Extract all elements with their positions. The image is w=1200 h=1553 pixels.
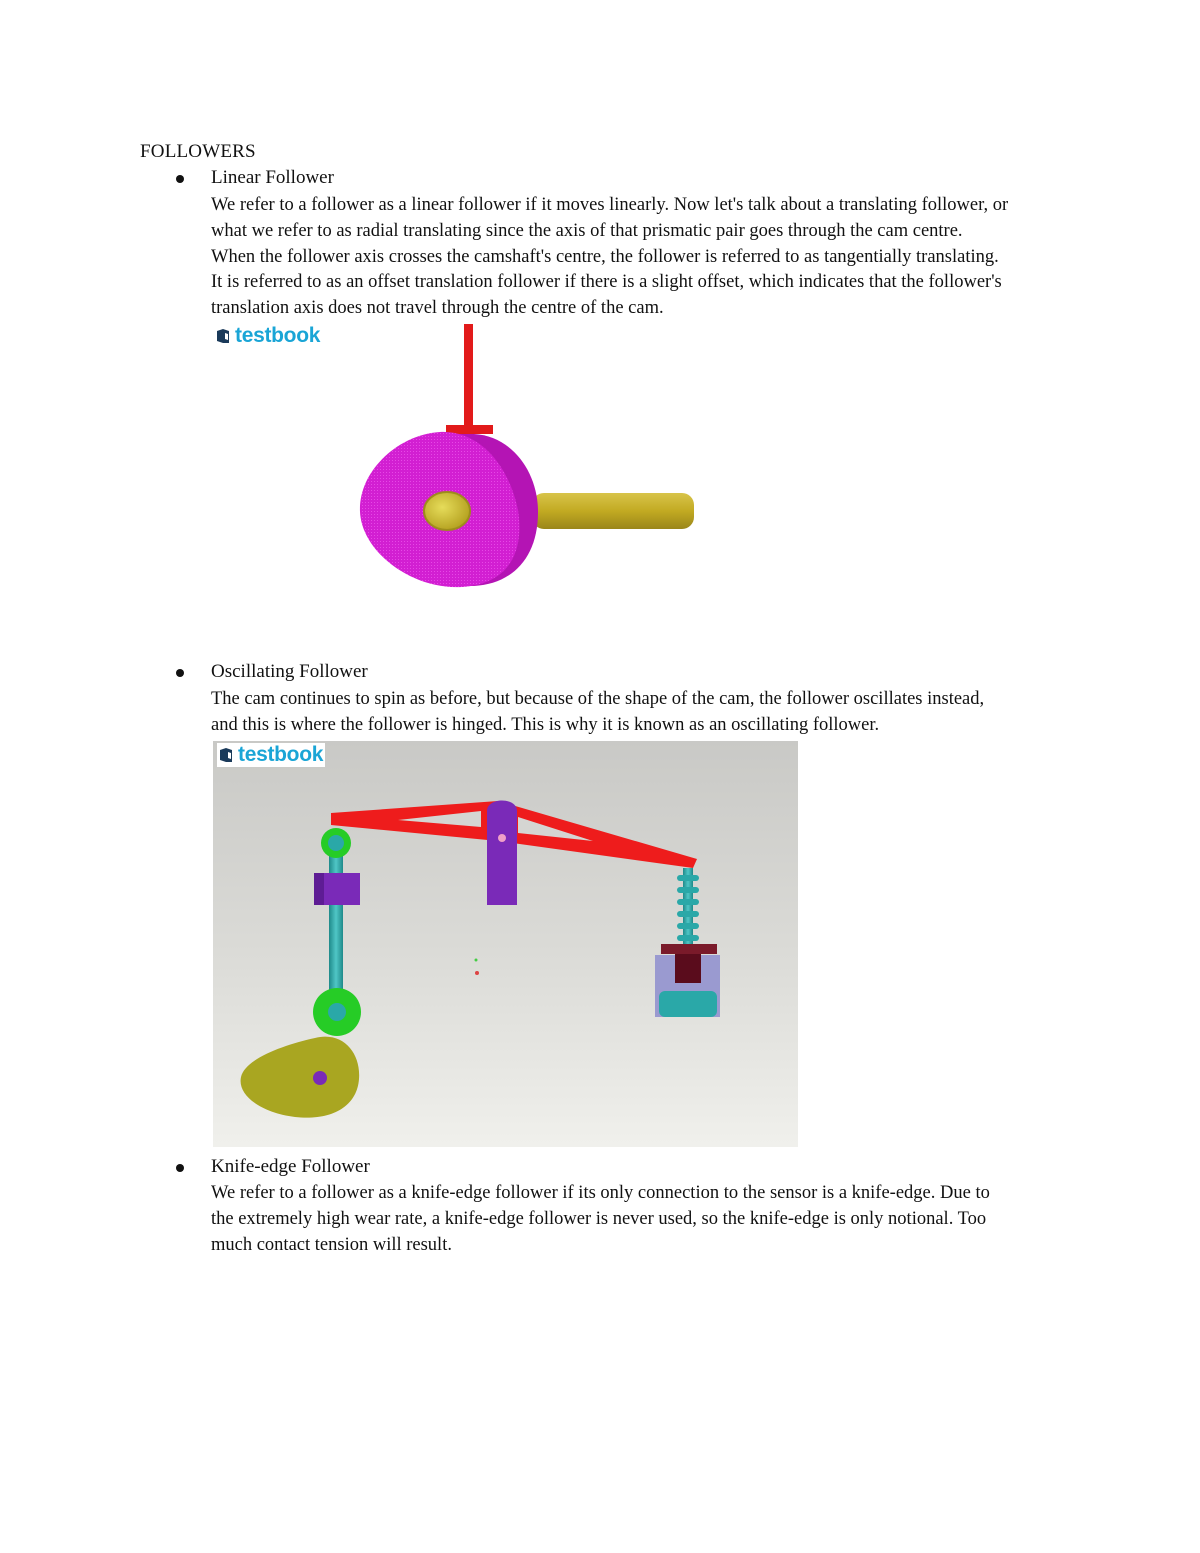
housing-base	[659, 991, 717, 1017]
bullet-icon	[176, 669, 184, 677]
left-guide-shade	[314, 873, 324, 905]
text-line: the extremely high wear rate, a knife-edge follower is never used, so the knife-edge is only notional. Too	[211, 1208, 987, 1229]
marker-dot	[475, 959, 478, 962]
pivot-bracket	[487, 801, 517, 906]
text-line: what we refer to as radial translating since the axis of that prismatic pair goes through the cam centre.	[211, 220, 963, 241]
pivot-hole	[498, 834, 506, 842]
text-line: translation axis does not travel through the centre of the cam.	[211, 298, 664, 319]
left-follower-rod	[329, 833, 343, 1011]
logo-text: testbook	[235, 324, 321, 347]
follower-rod	[464, 324, 473, 427]
oscillating-follower-figure	[213, 741, 798, 1147]
section-paragraph-knife-edge	[211, 1181, 1071, 1258]
cam-pivot	[313, 1071, 327, 1085]
bullet-icon	[176, 175, 184, 183]
camshaft	[532, 493, 694, 529]
testbook-logo	[217, 743, 325, 767]
section-paragraph-oscillating	[211, 687, 1071, 739]
section-title-linear: Linear Follower	[211, 167, 334, 188]
text-line: much contact tension will result.	[211, 1234, 452, 1255]
top-roller-pin	[328, 835, 344, 851]
bottom-roller-pin	[328, 1003, 346, 1021]
section-title-knife-edge: Knife-edge Follower	[211, 1156, 370, 1177]
logo-text: testbook	[238, 743, 324, 766]
text-line: When the follower axis crosses the camshaft's centre, the follower is referred to as tangentially translating.	[211, 246, 999, 267]
cam-follower-drawing	[212, 322, 712, 592]
text-line: It is referred to as an offset translation follower if there is a slight offset, which indicates that the follower's	[211, 272, 1002, 293]
page-heading: FOLLOWERS	[140, 141, 256, 162]
bullet-icon	[176, 1164, 184, 1172]
section-paragraph-linear	[211, 193, 1071, 322]
linear-follower-figure	[212, 322, 712, 592]
text-line: The cam continues to spin as before, but because of the shape of the cam, the follower oscillates instead,	[211, 689, 985, 709]
section-title-oscillating: Oscillating Follower	[211, 661, 368, 682]
housing-cap	[661, 944, 717, 954]
follower-foot	[446, 425, 493, 434]
text-line: We refer to a follower as a linear follower if it moves linearly. Now let's talk about a translating follower, or	[211, 195, 1009, 215]
book-icon	[219, 747, 233, 763]
oscillating-mechanism-drawing	[213, 741, 798, 1147]
text-line: We refer to a follower as a knife-edge follower if its only connection to the sensor is a knife-edge. Due to	[211, 1183, 990, 1203]
text-line: and this is where the follower is hinged. This is why it is known as an oscillating follower.	[211, 714, 880, 735]
marker-dot	[475, 971, 479, 975]
